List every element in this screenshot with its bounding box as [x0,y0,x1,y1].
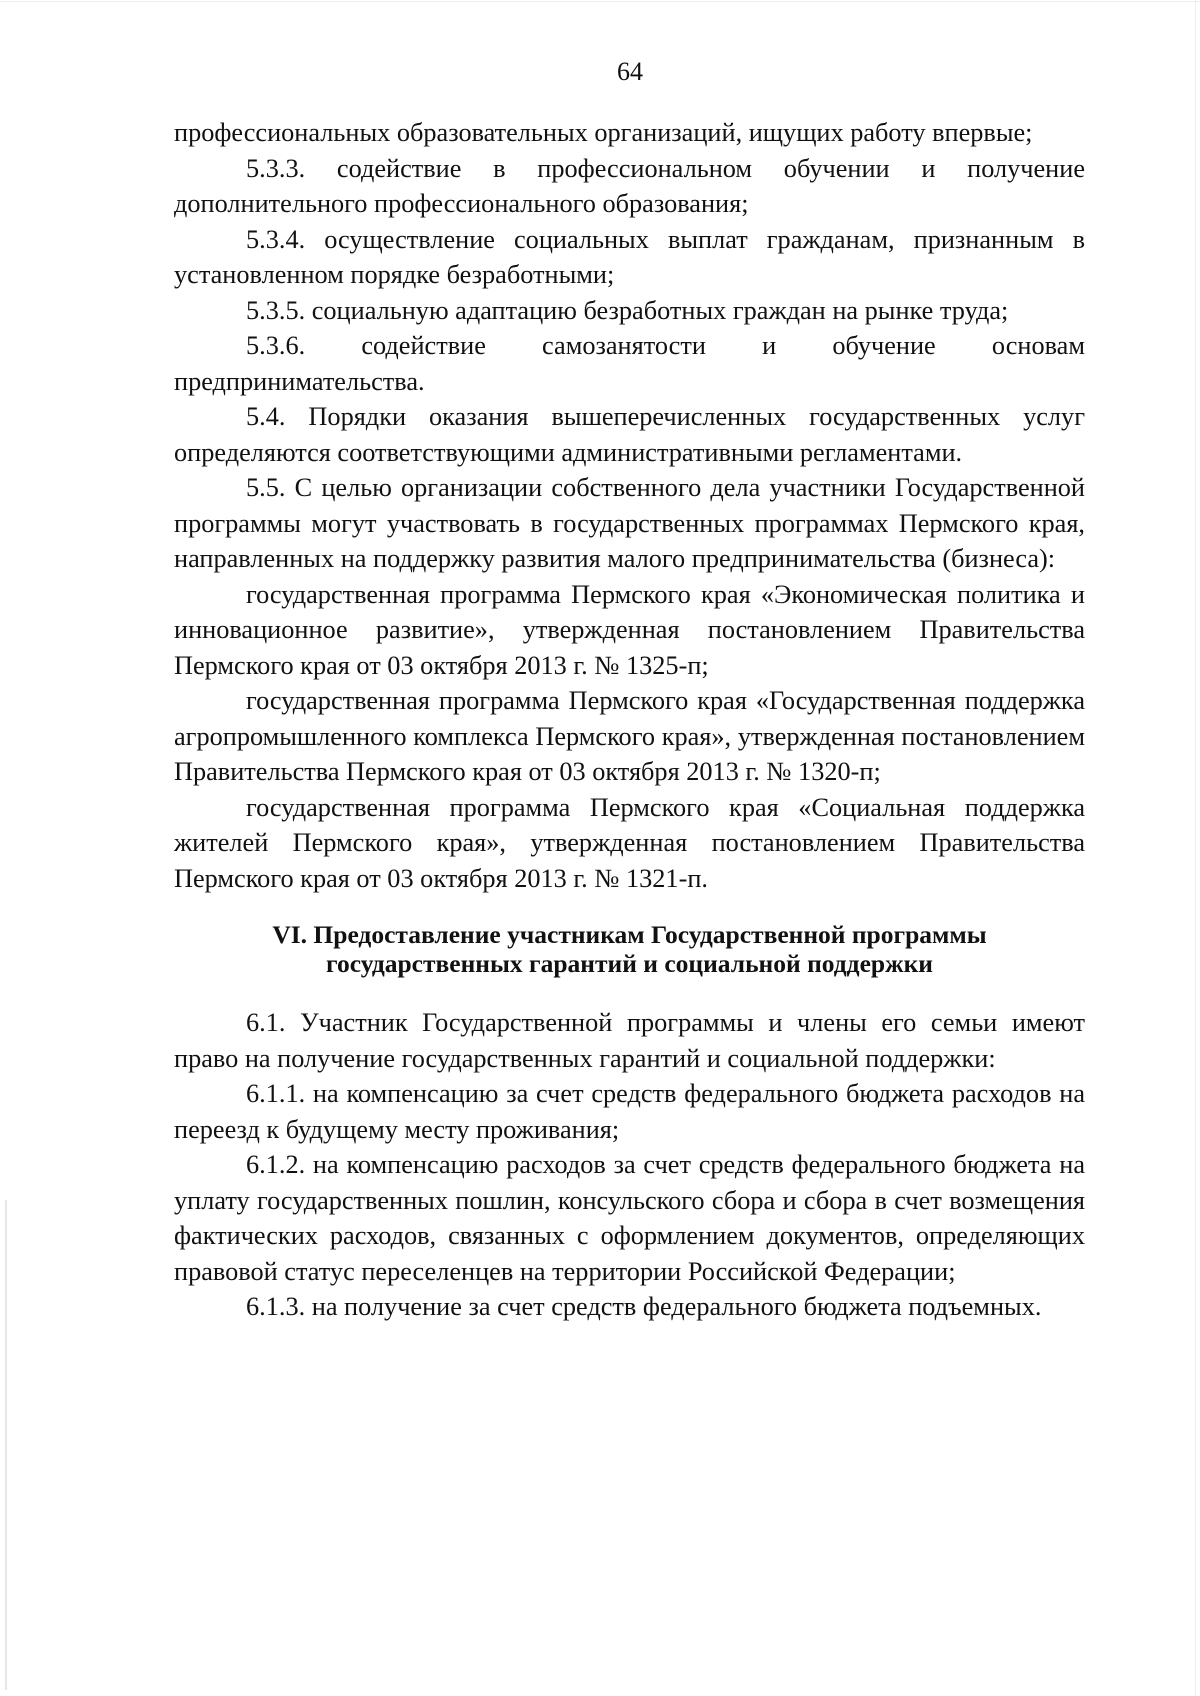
section-heading-line-2: государственных гарантий и социальной поддержки [326,949,933,978]
paragraph-5-3-5: 5.3.5. социальную адаптацию безработных граждан на рынке труда; [246,295,1009,325]
document-body [174,115,1085,1325]
paragraph-5-5: 5.5. С целью организации собственного дела участники Государственной программы могут участвовать в государственных программах Пермского края, направленных на поддержку развития малого предпринимательства (бизнеса): [174,473,1085,573]
program-economic-policy: государственная программа Пермского края «Экономическая политика и инновационное развитие», утвержденная постановлением Правительства Пермского края от 03 октября 2013 г. № 1325-п; [174,579,1085,680]
paragraph-6-1-3: 6.1.3. на получение за счет средств федерального бюджета подъемных. [246,1292,1042,1321]
paragraph-5-3-3: 5.3.3. содействие в профессиональном обучении и получение дополнительного профессионального образования; [174,153,1085,218]
paragraph-continuation: профессиональных образовательных организаций, ищущих работу впервые; [174,118,1033,147]
paragraph-6-1-2: 6.1.2. на компенсацию расходов за счет средств федерального бюджета на уплату государственных пошлин, консульского сбора и сбора в счет возмещения фактических расходов, связанных с оформлением документов, определяющих правовой статус переселенцев на территории Российской Федерации; [174,1150,1085,1286]
program-social-support: государственная программа Пермского края «Социальная поддержка жителей Пермского края», утвержденная постановлением Правительства Пермского края от 03 октября 2013 г. № 1321-п. [174,792,1085,893]
program-agro-support: государственная программа Пермского края «Государственная поддержка агропромышленного комплекса Пермского края», утвержденная постановлением Правительства Пермского края от 03 октября 2013 г. № 1320-п; [174,686,1085,786]
section-heading-vi [174,920,1085,978]
paragraph-5-4: 5.4. Порядки оказания вышеперечисленных государственных услуг определяются соответствующими административными регламентами. [174,402,1085,467]
paragraph-5-3-6: 5.3.6. содействие самозанятости и обучение основам предпринимательства. [174,331,1085,396]
paragraph-5-3-4: 5.3.4. осуществление социальных выплат гражданам, признанным в установленном порядке безработными; [174,224,1085,289]
page-number: 64 [617,57,643,86]
scan-edge-left [5,1200,7,1690]
scan-edge-top [0,1,1200,2]
paragraph-6-1-1: 6.1.1. на компенсацию за счет средств федерального бюджета расходов на переезд к будущему месту проживания; [174,1079,1085,1144]
section-heading-line-1: VI. Предоставление участникам Государственной программы [272,920,987,949]
scan-edge-right [1195,0,1196,1696]
paragraph-6-1: 6.1. Участник Государственной программы и члены его семьи имеют право на получение государственных гарантий и социальной поддержки: [174,1008,1085,1073]
